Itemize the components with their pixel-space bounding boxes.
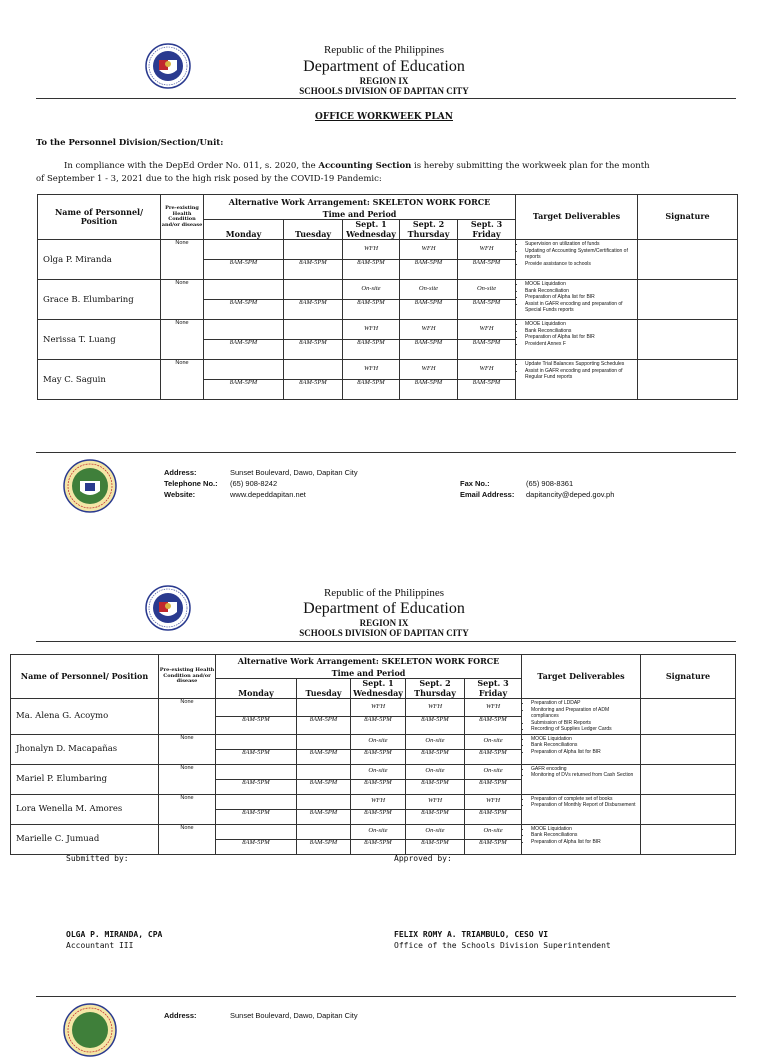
personnel-name: Mariel P. Elumbaring: [11, 764, 159, 794]
table-row: [38, 360, 738, 380]
website-link[interactable]: www.depeddapitan.net: [230, 490, 306, 499]
wed-mode: WFH: [343, 320, 400, 340]
tuesday-time: 8AM-5PM: [297, 749, 351, 764]
thu-mode: WFH: [406, 699, 465, 717]
tuesday-mode: [284, 320, 343, 340]
target-deliverables: [516, 280, 638, 320]
th-signature: Signature: [638, 195, 738, 240]
table-body-page1: [38, 240, 738, 400]
approved-by-label: Approved by:: [394, 854, 452, 863]
tuesday-time: 8AM-5PM: [284, 380, 343, 400]
deliverable-item: • MOOE Liquidation: [531, 736, 638, 743]
deliverable-item: • Provide assistance to schools: [525, 261, 635, 268]
thu-time: 8AM-5PM: [400, 300, 458, 320]
tuesday-time: 8AM-5PM: [297, 716, 351, 734]
tuesday-mode: [297, 794, 351, 809]
fax-value: (65) 908-8361: [526, 479, 574, 488]
th-name: Name of Personnel/ Position: [38, 195, 161, 240]
footer-divider-2: [36, 996, 736, 997]
header-republic: Republic of the Philippines: [323, 44, 445, 56]
tuesday-time: 8AM-5PM: [297, 809, 351, 824]
deliverable-item: • MOOE Liquidation: [525, 321, 635, 328]
deliverable-item: • Updating of Accounting System/Certification of reports: [525, 248, 635, 261]
table-body-page2: [11, 699, 736, 855]
submitted-by-label: Submitted by:: [66, 854, 129, 863]
deliverables-list: [524, 700, 638, 733]
tuesday-mode: [284, 240, 343, 260]
monday-time: 8AM-5PM: [216, 749, 297, 764]
wed-mode: WFH: [343, 240, 400, 260]
th-thursday-2: Sept. 2 Thursday: [406, 679, 465, 699]
thu-time: 8AM-5PM: [400, 260, 458, 280]
signature-cell[interactable]: [638, 360, 738, 400]
monday-mode: [204, 320, 284, 340]
wed-mode: WFH: [343, 360, 400, 380]
tuesday-mode: [297, 764, 351, 779]
signature-cell[interactable]: [641, 734, 736, 764]
deliverable-item: • Recording of Supplies Ledger Cards: [531, 726, 638, 733]
fri-time: 8AM-5PM: [465, 809, 522, 824]
deliverable-item: • Preparation of Alpha list for BIR: [531, 839, 638, 846]
health-condition: None: [159, 699, 216, 735]
deliverables-list: [518, 361, 635, 381]
thu-mode: WFH: [400, 320, 458, 340]
th-signature-2: Signature: [641, 655, 736, 699]
wed-mode: On-site: [351, 734, 406, 749]
monday-time: 8AM-5PM: [216, 779, 297, 794]
deliverable-item: • Update Trial Balances Supporting Schedules: [525, 361, 635, 368]
footer-contacts-2: [164, 1010, 358, 1021]
telephone-value: (65) 908-8242: [230, 479, 278, 488]
th-wednesday-2: Sept. 1 Wednesday: [351, 679, 406, 699]
tuesday-mode: [284, 280, 343, 300]
signature-cell[interactable]: [638, 280, 738, 320]
health-condition: None: [159, 734, 216, 764]
th-tuesday-2: Tuesday: [297, 679, 351, 699]
addressee: To the Personnel Division/Section/Unit:: [36, 138, 224, 148]
monday-mode: [204, 280, 284, 300]
wed-mode: WFH: [351, 794, 406, 809]
tuesday-mode: [297, 699, 351, 717]
email-label: Email Address:: [460, 490, 515, 499]
monday-time: 8AM-5PM: [204, 340, 284, 360]
deliverable-item: • Assist in GAFR encoding and preparation of Regular Fund reports: [525, 368, 635, 381]
thu-time: 8AM-5PM: [400, 340, 458, 360]
deliverable-item: • Supervision on utilization of funds: [525, 241, 635, 248]
header-region: REGION IX: [359, 76, 409, 86]
monday-mode: [216, 734, 297, 749]
wed-time: 8AM-5PM: [351, 716, 406, 734]
target-deliverables: [522, 764, 641, 794]
th-time-period-2: Time and Period: [216, 669, 522, 679]
table-row: [11, 764, 736, 779]
website-label: Website:: [164, 490, 196, 499]
footer-contacts: [164, 467, 358, 500]
header-divider: [36, 98, 736, 99]
signature-cell[interactable]: [641, 699, 736, 735]
table-row: [38, 280, 738, 300]
footer-divider: [36, 452, 736, 453]
tuesday-time: 8AM-5PM: [284, 300, 343, 320]
signature-cell[interactable]: [638, 320, 738, 360]
monday-mode: [216, 824, 297, 839]
header-division: SCHOOLS DIVISION OF DAPITAN CITY: [299, 86, 469, 96]
th-time-period: Time and Period: [204, 210, 516, 220]
th-preexisting-2: Pre-existing Health Condition and/or disease: [159, 655, 216, 699]
intro-paragraph: [36, 160, 738, 186]
th-name-2: Name of Personnel/ Position: [11, 655, 159, 699]
signature-cell[interactable]: [638, 240, 738, 280]
target-deliverables: [522, 824, 641, 854]
monday-mode: [216, 699, 297, 717]
personnel-name: Ma. Alena G. Acoymo: [11, 699, 159, 735]
monday-mode: [216, 764, 297, 779]
th-friday-2: Sept. 3 Friday: [465, 679, 522, 699]
deliverable-item: • Bank Reconciliations: [531, 742, 638, 749]
deliverable-item: • MOOE Liquidation: [531, 826, 638, 833]
fri-time: 8AM-5PM: [465, 839, 522, 854]
deliverable-item: • Monitoring of DVs returned from Cash Section: [531, 772, 638, 779]
thu-mode: WFH: [400, 360, 458, 380]
tuesday-time: 8AM-5PM: [297, 839, 351, 854]
fax-label: Fax No.:: [460, 479, 490, 488]
deliverables-list: [524, 736, 638, 756]
monday-time: 8AM-5PM: [216, 809, 297, 824]
deliverables-list: [518, 241, 635, 267]
address-label: Address:: [164, 468, 197, 477]
thu-mode: WFH: [400, 240, 458, 260]
table-row: [11, 794, 736, 809]
fri-time: 8AM-5PM: [458, 300, 516, 320]
health-condition: None: [159, 764, 216, 794]
email-link[interactable]: dapitancity@deped.gov.ph: [526, 490, 615, 499]
deliverable-item: • Bank Reconciliation: [525, 288, 635, 295]
th-tuesday: Tuesday: [284, 220, 343, 240]
target-deliverables: [522, 794, 641, 824]
thu-time: 8AM-5PM: [406, 779, 465, 794]
thu-time: 8AM-5PM: [406, 839, 465, 854]
deliverable-item: • Preparation of Monthly Report of Disbursement: [531, 802, 638, 809]
signature-cell[interactable]: [641, 824, 736, 854]
deliverable-item: • MOOE Liquidation: [525, 281, 635, 288]
fri-time: 8AM-5PM: [465, 749, 522, 764]
deliverable-item: • Preparation of Alpha list for BIR: [525, 334, 635, 341]
thu-time: 8AM-5PM: [406, 716, 465, 734]
deliverable-item: • GAFR encoding: [531, 766, 638, 773]
thu-mode: On-site: [406, 764, 465, 779]
deliverable-item: • Preparation of Alpha list for BIR: [525, 294, 635, 301]
tuesday-time: 8AM-5PM: [284, 260, 343, 280]
monday-mode: [216, 794, 297, 809]
intro-part1: In compliance with the DepEd Order No. 011, s. 2020, the: [64, 161, 319, 171]
fri-time: 8AM-5PM: [458, 340, 516, 360]
submitter-name: OLGA P. MIRANDA, CPA: [66, 930, 163, 939]
workweek-table-page1: [37, 194, 738, 400]
thu-mode: On-site: [406, 824, 465, 839]
wed-mode: On-site: [343, 280, 400, 300]
monday-time: 8AM-5PM: [216, 839, 297, 854]
fri-mode: WFH: [458, 240, 516, 260]
fri-mode: WFH: [458, 360, 516, 380]
tuesday-time: 8AM-5PM: [297, 779, 351, 794]
deliverable-item: • Preparation of LDDAP: [531, 700, 638, 707]
wed-time: 8AM-5PM: [343, 260, 400, 280]
wed-time: 8AM-5PM: [351, 749, 406, 764]
target-deliverables: [522, 699, 641, 735]
deliverable-item: • Preparation of Alpha list for BIR: [531, 749, 638, 756]
thu-mode: On-site: [400, 280, 458, 300]
division-seal-logo: [63, 459, 117, 513]
health-condition: None: [161, 240, 204, 280]
fri-mode: On-site: [465, 824, 522, 839]
personnel-name: Jhonalyn D. Macapañas: [11, 734, 159, 764]
telephone-label: Telephone No.:: [164, 479, 218, 488]
personnel-name: Grace B. Elumbaring: [38, 280, 161, 320]
deliverables-list: [518, 321, 635, 347]
division-seal-logo-2: [63, 1003, 117, 1057]
monday-time: 8AM-5PM: [204, 260, 284, 280]
target-deliverables: [516, 240, 638, 280]
thu-time: 8AM-5PM: [406, 749, 465, 764]
fri-mode: WFH: [458, 320, 516, 340]
fri-mode: WFH: [465, 699, 522, 717]
wed-time: 8AM-5PM: [351, 779, 406, 794]
deliverable-item: • Provident Annex F: [525, 341, 635, 348]
table-row: [38, 320, 738, 340]
health-condition: None: [161, 320, 204, 360]
address-value: Sunset Boulevard, Dawo, Dapitan City: [230, 468, 358, 477]
th-arrangement: Alternative Work Arrangement: SKELETON WORK FORCE: [204, 195, 516, 210]
fri-time: 8AM-5PM: [458, 260, 516, 280]
deliverable-item: • Submission of BIR Reports: [531, 720, 638, 727]
deliverables-list: [524, 826, 638, 846]
personnel-name: Olga P. Miranda: [38, 240, 161, 280]
target-deliverables: [516, 360, 638, 400]
signature-cell[interactable]: [641, 794, 736, 824]
workweek-table-page2: [10, 654, 736, 855]
thu-mode: On-site: [406, 734, 465, 749]
wed-time: 8AM-5PM: [343, 340, 400, 360]
deliverable-item: • Monitoring and Preparation of ADM compliances: [531, 707, 638, 720]
health-condition: None: [161, 280, 204, 320]
tuesday-mode: [284, 360, 343, 380]
doc-title: OFFICE WORKWEEK PLAN: [314, 112, 453, 122]
header-department: Department of Education: [303, 58, 465, 75]
th-friday: Sept. 3 Friday: [458, 220, 516, 240]
health-condition: None: [161, 360, 204, 400]
personnel-name: Marielle C. Jumuad: [11, 824, 159, 854]
submitter-title: Accountant III: [66, 941, 134, 950]
th-preexisting: Pre-existing Health Condition and/or disease: [161, 195, 204, 240]
fri-mode: On-site: [465, 764, 522, 779]
health-condition: None: [159, 824, 216, 854]
fri-mode: On-site: [465, 734, 522, 749]
thu-time: 8AM-5PM: [406, 809, 465, 824]
fri-time: 8AM-5PM: [465, 779, 522, 794]
target-deliverables: [522, 734, 641, 764]
deliverable-item: • Assist in GAFR encoding and preparation of Special Funds reports: [525, 301, 635, 314]
monday-time: 8AM-5PM: [216, 716, 297, 734]
wed-mode: On-site: [351, 764, 406, 779]
th-thursday: Sept. 2 Thursday: [400, 220, 458, 240]
table-row: [11, 699, 736, 717]
wed-mode: WFH: [351, 699, 406, 717]
intro-section: Accounting Section: [318, 161, 412, 171]
monday-time: 8AM-5PM: [204, 300, 284, 320]
deliverable-item: • Bank Reconciliations: [525, 328, 635, 335]
personnel-name: Lora Wenella M. Amores: [11, 794, 159, 824]
fri-time: 8AM-5PM: [465, 716, 522, 734]
intro-part2: is hereby submitting the workweek plan for the month: [411, 161, 650, 171]
wed-time: 8AM-5PM: [351, 809, 406, 824]
th-monday: Monday: [204, 220, 284, 240]
deliverables-list: [524, 796, 638, 809]
personnel-name: May C. Saguin: [38, 360, 161, 400]
deliverables-list: [518, 281, 635, 314]
monday-mode: [204, 240, 284, 260]
thu-time: 8AM-5PM: [400, 380, 458, 400]
th-deliverables: Target Deliverables: [516, 195, 638, 240]
deliverables-list: [524, 766, 638, 779]
intro-line2: of September 1 - 3, 2021 due to the high risk posed by the COVID-19 Pandemic:: [36, 174, 382, 184]
table-row: [11, 734, 736, 749]
monday-time: 8AM-5PM: [204, 380, 284, 400]
fri-mode: On-site: [458, 280, 516, 300]
personnel-name: Nerissa T. Luang: [38, 320, 161, 360]
health-condition: None: [159, 794, 216, 824]
header-division-2: SCHOOLS DIVISION OF DAPITAN CITY: [299, 628, 469, 638]
th-wednesday: Sept. 1 Wednesday: [343, 220, 400, 240]
signature-cell[interactable]: [641, 764, 736, 794]
header-divider-2: [36, 641, 736, 642]
wed-time: 8AM-5PM: [343, 300, 400, 320]
th-arrangement-2: Alternative Work Arrangement: SKELETON WORK FORCE: [216, 655, 522, 669]
target-deliverables: [516, 320, 638, 360]
wed-time: 8AM-5PM: [343, 380, 400, 400]
tuesday-mode: [297, 734, 351, 749]
th-monday-2: Monday: [216, 679, 297, 699]
tuesday-time: 8AM-5PM: [284, 340, 343, 360]
thu-mode: WFH: [406, 794, 465, 809]
wed-mode: On-site: [351, 824, 406, 839]
wed-time: 8AM-5PM: [351, 839, 406, 854]
table-row: [11, 824, 736, 839]
th-deliverables-2: Target Deliverables: [522, 655, 641, 699]
fri-time: 8AM-5PM: [458, 380, 516, 400]
approver-name: FELIX ROMY A. TRIAMBULO, CESO VI: [394, 930, 549, 939]
address-label-2: Address:: [164, 1011, 197, 1020]
monday-mode: [204, 360, 284, 380]
table-row: [38, 240, 738, 260]
deliverable-item: • Preparation of complete set of books: [531, 796, 638, 803]
fri-mode: WFH: [465, 794, 522, 809]
deliverable-item: • Bank Reconciliations: [531, 832, 638, 839]
address-value-2: Sunset Boulevard, Dawo, Dapitan City: [230, 1011, 358, 1020]
header-republic-2: Republic of the Philippines: [323, 587, 445, 599]
header-department-2: Department of Education: [303, 600, 465, 617]
footer-contacts-right: [460, 478, 614, 500]
header-region-2: REGION IX: [359, 618, 409, 628]
tuesday-mode: [297, 824, 351, 839]
approver-title: Office of the Schools Division Superintendent: [394, 941, 611, 950]
